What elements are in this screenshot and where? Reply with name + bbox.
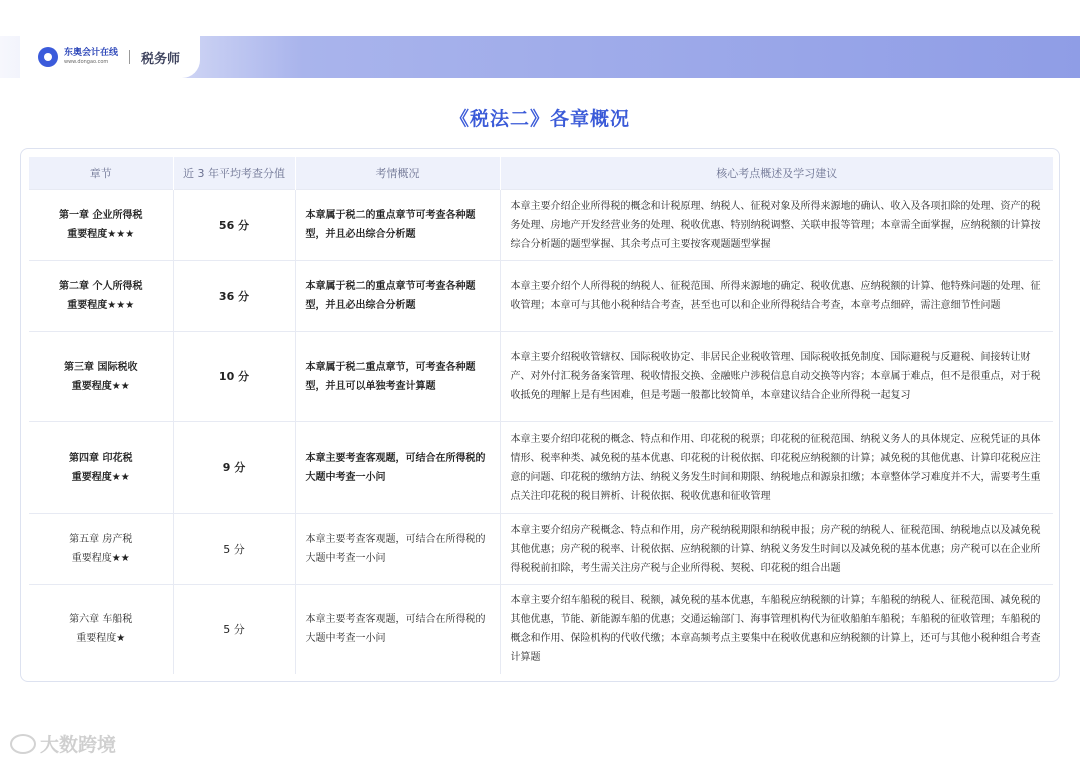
situation-cell: 本章主要考查客观题，可结合在所得税的大题中考查一小问 bbox=[295, 514, 500, 585]
chapter-name: 第六章 车船税 bbox=[69, 614, 133, 626]
advice-cell: 本章主要介绍个人所得税的纳税人、征税范围、所得来源地的确定、税收优惠、应纳税额的计算、他特殊问题的处理、征收管理；本章可与其他小税种结合考查，甚至也可以和企业所得税结合考查，本章考点细碎，需注意细节性问题 bbox=[500, 261, 1053, 332]
situation-cell: 本章主要考查客观题，可结合在所得税的大题中考查一小问 bbox=[295, 585, 500, 674]
chapter-cell bbox=[29, 332, 173, 422]
situation-cell: 本章属于税二重点章节，可考查各种题型，并且可以单独考查计算题 bbox=[295, 332, 500, 422]
brand-section: 税务师 bbox=[141, 51, 181, 67]
brand-divider bbox=[129, 50, 130, 64]
situation-cell: 本章属于税二的重点章节可考查各种题型，并且必出综合分析题 bbox=[295, 190, 500, 261]
watermark-text: 大数跨境 bbox=[40, 734, 117, 756]
score-cell: 10 分 bbox=[173, 332, 295, 422]
advice-cell: 本章主要介绍房产税概念、特点和作用，房产税纳税期限和纳税申报；房产税的纳税人、征税范围、纳税地点以及减免税其他优惠；房产税的税率、计税依据、应纳税额的计算、纳税义务发生时间以及减免税的基本优惠；房产税可以在企业所得税税前扣除，考生需关注房产税与企业所得税、契税、印花税的组合出题 bbox=[500, 514, 1053, 585]
chapter-name: 第一章 企业所得税 bbox=[59, 210, 143, 221]
brand-name: 东奥会计在线 bbox=[64, 48, 119, 58]
chapter-importance: 重要程度★★ bbox=[71, 380, 130, 392]
chapter-name: 第二章 个人所得税 bbox=[59, 281, 143, 292]
situation-cell: 本章属于税二的重点章节可考查各种题型，并且必出综合分析题 bbox=[295, 261, 500, 332]
table-row bbox=[29, 190, 1053, 261]
col-header-situation: 考情概况 bbox=[295, 157, 500, 190]
chapter-name: 第三章 国际税收 bbox=[64, 361, 138, 373]
chapter-importance: 重要程度★★★ bbox=[67, 229, 135, 240]
chapter-table-frame bbox=[20, 148, 1060, 682]
chapter-cell bbox=[29, 422, 173, 514]
brand-url: www.dongao.com bbox=[64, 59, 109, 65]
table-row bbox=[29, 585, 1053, 674]
chapter-importance: 重要程度★ bbox=[76, 633, 126, 645]
table-row bbox=[29, 422, 1053, 514]
advice-cell: 本章主要介绍车船税的税目、税额，减免税的基本优惠，车船税应纳税额的计算；车船税的纳税人、征税范围、减免税的其他优惠，节能、新能源车船的优惠；交通运输部门、海事管理机构代为征收船舶车船税；车船税的征收管理；车船税的概念和作用、保险机构的代收代缴；本章高频考点主要集中在税收优惠和应纳税额的计算上，还可与其他小税种组合考查计算题 bbox=[500, 585, 1053, 674]
score-cell: 9 分 bbox=[173, 422, 295, 514]
col-header-advice: 核心考点概述及学习建议 bbox=[500, 157, 1053, 190]
brand-texts bbox=[64, 49, 118, 65]
chapter-importance: 重要程度★★★ bbox=[67, 300, 135, 311]
situation-cell: 本章主要考查客观题，可结合在所得税的大题中考查一小问 bbox=[295, 422, 500, 514]
table-header-row bbox=[29, 157, 1053, 190]
advice-cell: 本章主要介绍税收管辖权、国际税收协定、非居民企业税收管理、国际税收抵免制度、国际避税与反避税、间接转让财产、对外付汇税务备案管理、税收情报交换、金融账户涉税信息自动交换等内容；本章属于难点，但不是很重点，对于税收抵免的理解上是有些困难，但是考题一般都比较简单，本章建议结合企业所得税一起复习 bbox=[500, 332, 1053, 422]
chapter-cell bbox=[29, 514, 173, 585]
chapter-table bbox=[29, 157, 1053, 674]
table-row bbox=[29, 514, 1053, 585]
brand-logo-icon bbox=[38, 47, 58, 67]
chapter-importance: 重要程度★★ bbox=[71, 471, 130, 483]
score-cell: 5 分 bbox=[173, 585, 295, 674]
table-row bbox=[29, 261, 1053, 332]
advice-cell: 本章主要介绍企业所得税的概念和计税原理、纳税人、征税对象及所得来源地的确认、收入及各项扣除的处理、资产的税务处理、房地产开发经营业务的处理、税收优惠、特别纳税调整、关联申报等管理；本章需全面掌握，应纳税额的计算按综合分析题的题型掌握、其余考点可主要按客观题题型掌握 bbox=[500, 190, 1053, 261]
score-cell: 5 分 bbox=[173, 514, 295, 585]
chapter-cell bbox=[29, 261, 173, 332]
chapter-name: 第五章 房产税 bbox=[69, 534, 133, 545]
score-cell: 36 分 bbox=[173, 261, 295, 332]
chapter-importance: 重要程度★★ bbox=[71, 553, 130, 564]
chapter-cell bbox=[29, 190, 173, 261]
chapter-cell bbox=[29, 585, 173, 674]
score-cell: 56 分 bbox=[173, 190, 295, 261]
col-header-chapter: 章节 bbox=[29, 157, 173, 190]
brand-logo[interactable] bbox=[20, 36, 200, 78]
table-row bbox=[29, 332, 1053, 422]
page-title: 《税法二》各章概况 bbox=[449, 108, 630, 130]
watermark-logo-icon bbox=[10, 734, 36, 754]
watermark bbox=[10, 730, 116, 757]
col-header-score: 近 3 年平均考查分值 bbox=[173, 157, 295, 190]
chapter-name: 第四章 印花税 bbox=[69, 452, 133, 464]
advice-cell: 本章主要介绍印花税的概念、特点和作用、印花税的税票；印花税的征税范围、纳税义务人的具体规定、应税凭证的具体情形、税率种类、减免税的基本优惠、印花税的计税依据、印花税应纳税额的计算；减免税的其他优惠、计算印花税应注意的问题、印花税的缴纳方法、纳税义务发生时间和期限、纳税地点和源泉扣缴；本章整体学习难度并不大，需要考生重点关注印花税的税目辨析、计税依据、税收优惠和征收管理 bbox=[500, 422, 1053, 514]
